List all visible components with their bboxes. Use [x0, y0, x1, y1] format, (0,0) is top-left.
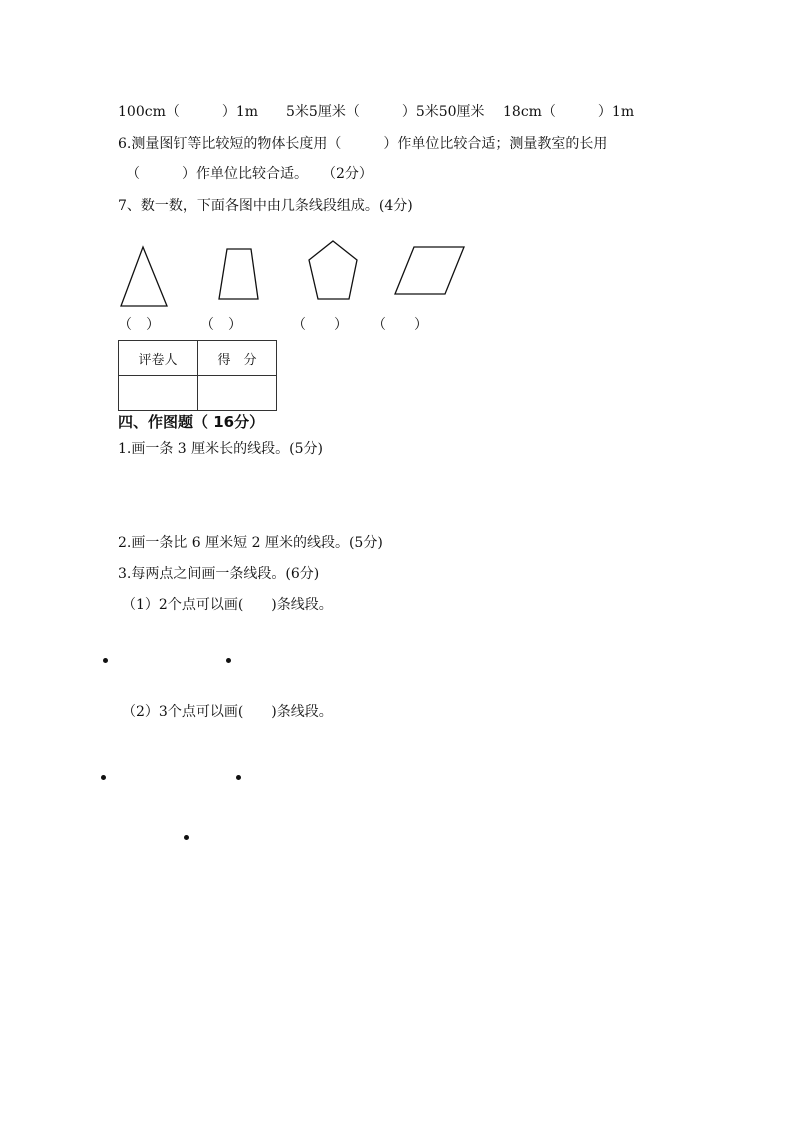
q7-blank-1: （ ）: [118, 317, 160, 333]
reviewer-header: 评卷人: [119, 341, 198, 376]
point-dot: [226, 658, 231, 663]
drawing-q3-sub2: （2）3个点可以画( )条线段。: [122, 704, 333, 720]
drawing-q3: 3.每两点之间画一条线段。(6分): [118, 566, 320, 582]
reviewer-cell: [119, 376, 198, 411]
grader-table: [118, 340, 277, 411]
drawing-q1: 1.画一条 3 厘米长的线段。(5分): [118, 441, 323, 457]
section-4-title: 四、作图题（ 16分）: [118, 413, 265, 431]
point-dot: [103, 658, 108, 663]
q7-blank-3: （ ）: [292, 317, 348, 333]
drawing-q3-sub1: （1）2个点可以画( )条线段。: [122, 597, 333, 613]
q6-line-1: 6.测量图钉等比较短的物体长度用（ ）作单位比较合适；测量教室的长用: [118, 136, 608, 152]
drawing-q2: 2.画一条比 6 厘米短 2 厘米的线段。(5分): [118, 535, 383, 551]
score-cell: [198, 376, 277, 411]
q7-blank-4: （ ）: [372, 317, 428, 333]
triangle-figure: [118, 245, 170, 309]
point-dot: [184, 835, 189, 840]
pentagon-figure: [305, 238, 363, 304]
parallelogram-figure: [392, 244, 468, 298]
score-header: 得 分: [198, 341, 277, 376]
q6-line-2: （ ）作单位比较合适。 （2分）: [126, 166, 373, 182]
q7-title: 7、数一数，下面各图中由几条线段组成。(4分): [118, 198, 413, 214]
point-dot: [101, 775, 106, 780]
trapezoid-figure: [215, 247, 263, 303]
q7-blank-2: （ ）: [200, 317, 242, 333]
point-dot: [236, 775, 241, 780]
q5-compare-line: 100cm（ ）1m 5米5厘米（ ）5米50厘米 18cm（ ）1m: [118, 104, 635, 120]
